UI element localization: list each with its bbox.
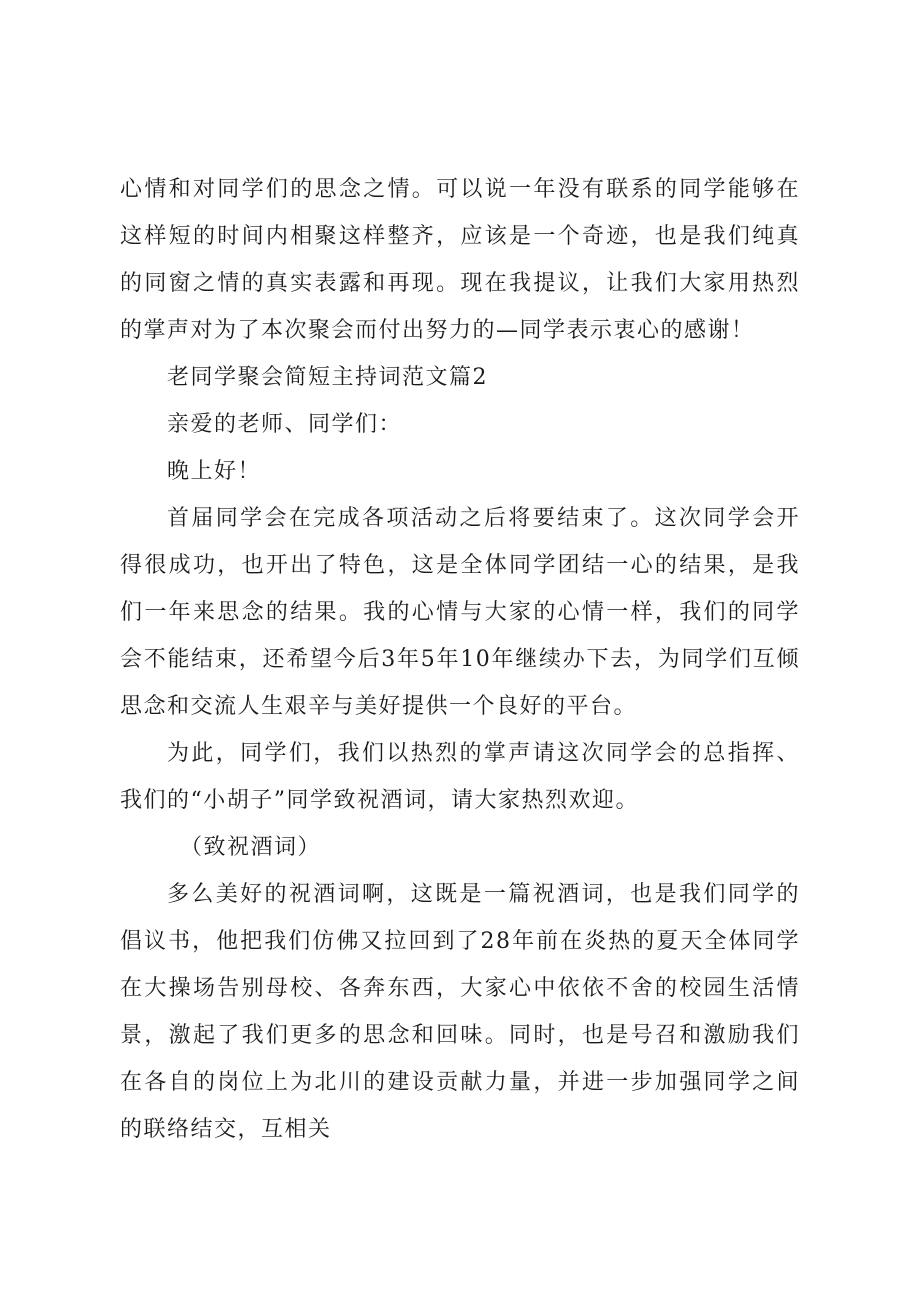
salutation: 亲爱的老师、同学们： <box>167 412 403 437</box>
document-body <box>120 166 800 1153</box>
stage-direction: （致祝酒词） <box>180 835 322 860</box>
section-heading: 老同学聚会简短主持词范文篇2 <box>167 365 488 390</box>
greeting: 晚上好！ <box>167 459 262 484</box>
paragraph: 为此，同学们，我们以热烈的掌声请这次同学会的总指挥、我们的“小胡子”同学致祝酒词，请大家热烈欢迎。 <box>120 741 800 813</box>
paragraph: 首届同学会在完成各项活动之后将要结束了。这次同学会开得很成功，也开出了特色，这是全体同学团结一心的结果，是我们一年来思念的结果。我的心情与大家的心情一样，我们的同学会不能结束，还希望今后3年5年10年继续办下去，为同学们互倾思念和交流人生艰辛与美好提供一个良好的平台。 <box>120 506 800 719</box>
paragraph: 多么美好的祝酒词啊，这既是一篇祝酒词，也是我们同学的倡议书，他把我们仿佛又拉回到了28年前在炎热的夏天全体同学在大操场告别母校、各奔东西，大家心中依依不舍的校园生活情景，激起了我们更多的思念和回味。同时，也是号召和激励我们在各自的岗位上为北川的建设贡献力量，并进一步加强同学之间的联络结交，互相关 <box>120 882 800 1142</box>
paragraph-continuation: 心情和对同学们的思念之情。可以说一年没有联系的同学能够在这样短的时间内相聚这样整齐，应该是一个奇迹，也是我们纯真的同窗之情的真实表露和再现。现在我提议，让我们大家用热烈的掌声对为了本次聚会而付出努力的—同学表示衷心的感谢！ <box>120 177 800 343</box>
